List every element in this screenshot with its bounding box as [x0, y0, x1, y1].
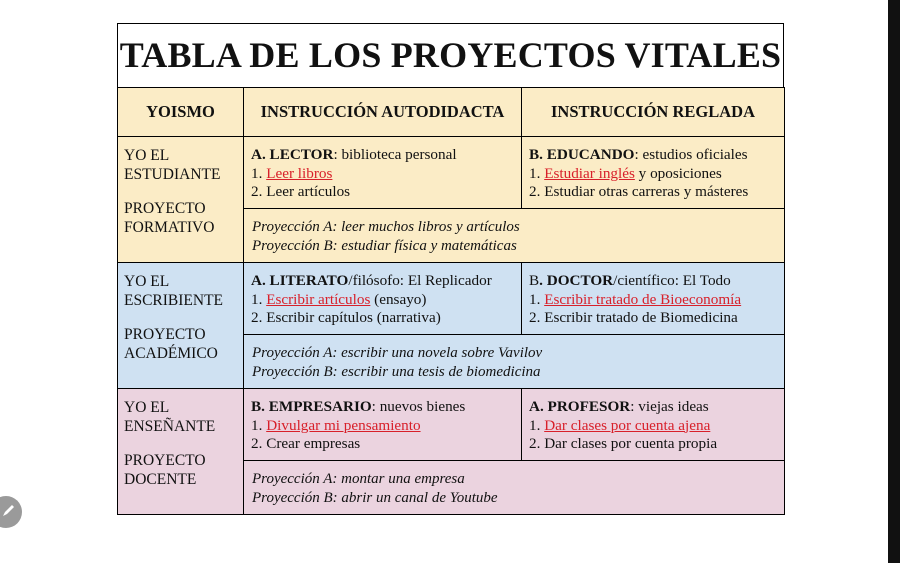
item-link[interactable]: Escribir artículos [266, 290, 371, 308]
reglada-cell [522, 263, 785, 335]
item-link[interactable]: Divulgar mi pensamiento [266, 416, 421, 434]
table-row [118, 263, 785, 335]
yo-label: YO EL [124, 147, 170, 164]
item-number: 1. [529, 416, 545, 434]
header-row [118, 88, 785, 137]
item-number: 1. [251, 416, 267, 434]
role-name: B. EMPRESARIO [251, 398, 372, 415]
item-link[interactable]: Dar clases por cuenta ajena [544, 416, 711, 434]
role-desc: /filósofo: El Replicador [348, 272, 492, 289]
yoismo-cell [118, 389, 244, 515]
role-desc: : estudios oficiales [634, 146, 748, 163]
proyecto-label: FORMATIVO [124, 218, 215, 236]
yoismo-cell [118, 263, 244, 389]
yo-label: YO EL [124, 399, 170, 416]
item-number: 1. [251, 164, 267, 182]
projection-b: Proyección B: escribir una tesis de biomedicina [252, 363, 541, 380]
role-name: A. PROFESOR [529, 398, 631, 415]
role-name: . DOCTOR [539, 272, 614, 289]
item-link[interactable]: Estudiar inglés [544, 164, 635, 182]
item-text: 2. Leer artículos [251, 183, 351, 201]
edit-button[interactable] [0, 496, 22, 528]
item-number: 1. [529, 164, 545, 182]
header-reglada: INSTRUCCIÓN REGLADA [522, 88, 785, 137]
role-prefix: B [529, 272, 540, 289]
yo-label: ESTUDIANTE [124, 165, 221, 183]
item-text: y oposiciones [634, 164, 722, 182]
item-text: 2. Estudiar otras carreras y másteres [529, 183, 749, 201]
proyecto-label: PROYECTO [124, 452, 206, 469]
item-number: 1. [251, 290, 267, 308]
item-text: 2. Escribir tratado de Biomedicina [529, 309, 738, 327]
yo-label: ENSEÑANTE [124, 417, 216, 435]
projection-b: Proyección B: abrir un canal de Youtube [252, 489, 498, 506]
autodidacta-cell [244, 137, 522, 209]
table-row [118, 137, 785, 209]
projection-a: Proyección A: leer muchos libros y artículos [252, 219, 520, 235]
projection-cell [244, 209, 785, 263]
autodidacta-cell [244, 263, 522, 335]
yoismo-cell [118, 137, 244, 263]
projects-table [117, 87, 785, 515]
role-desc: /científico: El Todo [613, 272, 731, 289]
proyecto-label: PROYECTO [124, 326, 206, 343]
item-text: 2. Dar clases por cuenta propia [529, 435, 718, 453]
yo-label: YO EL [124, 273, 170, 290]
role-name: B. EDUCANDO [529, 146, 635, 163]
role-desc: : biblioteca personal [333, 146, 457, 163]
projection-a: Proyección A: montar una empresa [252, 471, 465, 487]
header-yoismo: YOISMO [118, 88, 244, 137]
yo-label: ESCRIBIENTE [124, 291, 224, 309]
reglada-cell [522, 389, 785, 461]
role-name: A. LITERATO [251, 272, 349, 289]
item-text: (ensayo) [370, 290, 427, 308]
item-text: 2. Crear empresas [251, 435, 361, 453]
autodidacta-cell [244, 389, 522, 461]
projection-a: Proyección A: escribir una novela sobre Vavilov [252, 345, 543, 361]
role-desc: : nuevos bienes [371, 398, 466, 415]
reglada-cell [522, 137, 785, 209]
projection-cell [244, 461, 785, 515]
proyecto-label: DOCENTE [124, 470, 197, 488]
role-name: A. LECTOR [251, 146, 334, 163]
item-text: 2. Escribir capítulos (narrativa) [251, 309, 441, 327]
table-title: TABLA DE LOS PROYECTOS VITALES [117, 23, 784, 88]
life-projects-table-document [117, 23, 784, 516]
table-row [118, 389, 785, 461]
item-link[interactable]: Escribir tratado de Bioeconomía [544, 290, 742, 308]
role-desc: : viejas ideas [630, 398, 709, 415]
pencil-icon [2, 503, 16, 517]
item-number: 1. [529, 290, 545, 308]
proyecto-label: ACADÉMICO [124, 344, 218, 362]
item-link[interactable]: Leer libros [266, 164, 333, 182]
proyecto-label: PROYECTO [124, 200, 206, 217]
projection-cell [244, 335, 785, 389]
projection-b: Proyección B: estudiar física y matemáticas [252, 237, 517, 254]
header-autodidacta: INSTRUCCIÓN AUTODIDACTA [244, 88, 522, 137]
window-edge-bar [888, 0, 900, 563]
